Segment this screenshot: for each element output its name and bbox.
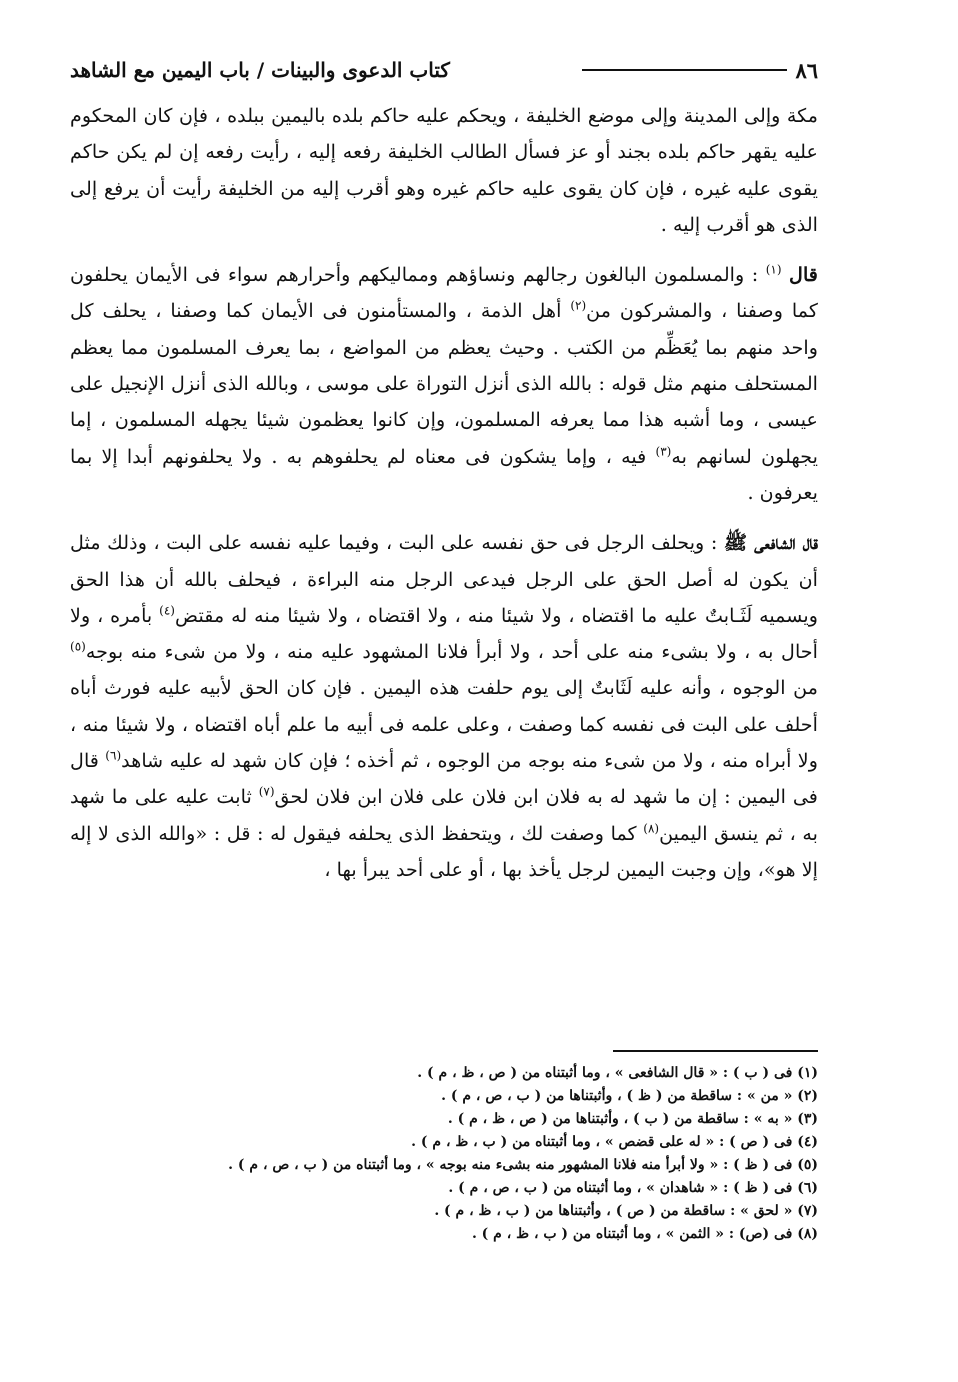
running-title: كتاب الدعوى والبينات / باب اليمين مع الشاهد bbox=[70, 58, 450, 82]
paragraph-2 bbox=[70, 257, 818, 511]
footnote-5: (٥) فى ( ظ ) : « ولا أبرأ منه فلانا المشهور منه بشىء منه بوجه » ، وما أثبتناه من ( ب ، ص ، م ) . bbox=[228, 1157, 818, 1173]
paragraph-3-text: من الوجوه ، وأنه عليه لَثَابتٌ إلى يوم حلفت هذه اليمين . فإن كان الحق لأبيه عليه فورث أباه أحلف على البت فى نفسه كما وصفت ، وعلى علمه فى أبيه ما علم أباه اقتضاه ، ولا شيئا منه ، ولا أبراه منه ، ولا من شىء منه بوجه من الوجوه ، ثم أخذه ؛ فإن كان شهد له عليه شاهد bbox=[70, 676, 818, 773]
footnote-marker: (٧) bbox=[258, 784, 275, 799]
footnote-marker: (٨) bbox=[643, 821, 660, 836]
header-rule bbox=[582, 69, 787, 71]
footnote-3: (٣) « به » : ساقطة من ( ب ) ، وأثبتناها من ( ص ، ظ ، م ) . bbox=[447, 1111, 818, 1127]
paragraph-3-lead: قال الشافعى ﷺ bbox=[723, 531, 818, 555]
paragraph-1-text: مكة وإلى المدينة وإلى موضع الخليفة ، ويحكم عليه حاكم بلده باليمين ببلده ، فإن كان المحكوم عليه يقهر حاكم بلده بجند أو عز فسأل الطالب الخليفة رفعه إليه ، رأيت رفعه إن لم يكن حاكم يقوى عليه غيره ، فإن كان يقوى عليه حاكم غيره وهو أقرب إليه من الخليفة رأيت أن يرفع إلى الذى هو أقرب إليه . bbox=[70, 104, 818, 236]
footnote-7: (٧) « لحق » : ساقطة من ( ص ) ، وأثبتناها من ( ب ، ظ ، م ) . bbox=[434, 1203, 818, 1219]
paragraph-2-text: أهل الذمة ، والمستأمنون فى الأيمان كما وصفنا ، يحلف كل واحد منهم بما يُعَظِّم من الكتب . وحيث يعظم من المواضع ، بما يعرف المسلمون مما يعظم المستحلف منهم مثل قوله : بالله الذى أنزل التوراة على موسى ، وبالله الذى أنزل الإنجيل على عيسى ، وما أشبه هذا مما يعرفه المسلمون، وإن كانوا يعظمون شيئا يجهله المسلمون ، إما يجهلون لسانهم به bbox=[70, 299, 818, 468]
paragraph-3-text: : ويحلف الرجل فى حق نفسه على البت ، وفيما عليه نفسه على البت ، وذلك مثل أن يكون له أصل الحق على الرجل فيدعى الرجل منه البراءة ، فيحلف بالله أن هذا الحق ويسميه لَثَـابتٌ عليه ما اقتضاه ، ولا شيئا منه ، ولا اقتضاه ، ولا شيئا منه له مقتض bbox=[70, 531, 818, 627]
footnote-marker: (٢) bbox=[570, 299, 587, 314]
paragraph-3-text: قال فى اليمين : إن ما شهد له به فلان ابن فلان على فلان ابن فلان لحق bbox=[70, 749, 818, 809]
paragraph-3-text: كما وصفت لك ، ويتحفظ الذى يحلفه فيقول له : قل : «والله الذى لا إله إلا هو»، وإن وجبت اليمين لرجل يأخذ بها ، أو على أحد يبرأ بها ، bbox=[70, 821, 818, 881]
paragraph-3-text: بأمره ، ولا أحال به ، ولا بشىء منه على أحد ، ولا أبرأ فلانا المشهود عليه منه ، ولا من شىء منه بوجه bbox=[70, 603, 818, 664]
paragraph-1 bbox=[70, 98, 818, 243]
footnote-marker: (٦) bbox=[105, 748, 122, 763]
footnote-marker: (٤) bbox=[159, 603, 175, 618]
footnote-2: (٢) « من » : ساقطة من ( ظ ) ، وأثبتناها من ( ب ، ص ، م ) . bbox=[441, 1088, 818, 1104]
paragraph-2-text: : والمسلمون البالغون رجالهم ونساؤهم ومماليكهم وأحرارهم سواء فى الأيمان يحلفون كما وصفنا ، والمشركون من bbox=[70, 263, 818, 323]
footnote-marker: (٥) bbox=[70, 639, 86, 654]
page-number: ٨٦ bbox=[795, 57, 818, 83]
paragraph-2-text: فيه ، وإما يشكون فى معناه لم يحلفوهم به . ولا يحلفونهم أبدا إلا بما يعرفون . bbox=[70, 444, 818, 504]
page-number-group bbox=[582, 58, 818, 83]
footnote-4: (٤) فى ( ص ) : « له على قضص » ، وما أثبتناه من ( ب ، ظ ، م ) . bbox=[411, 1134, 818, 1150]
footnotes bbox=[120, 1062, 818, 1246]
footnote-marker: (٣) bbox=[655, 444, 672, 459]
paragraph-3 bbox=[70, 525, 818, 888]
footnote-6: (٦) فى ( ظ ) : « شاهدان » ، وما أثبتناه من ( ب ، ص ، م ) . bbox=[448, 1180, 818, 1196]
paragraph-3-text: ثابت عليه على ما شهد به ، ثم ينسق اليمين bbox=[70, 785, 818, 845]
footnote-8: (٨) فى (ص) : « الثمن » ، وما أثبتناه من ( ب ، ظ ، م ) . bbox=[471, 1226, 818, 1242]
page-header bbox=[70, 50, 818, 90]
footnote-1: (١) فى ( ب ) : « قال الشافعى » ، وما أثبتناه من ( ص ، ظ ، م ) . bbox=[417, 1065, 818, 1081]
footnote-marker: (١) bbox=[765, 262, 782, 277]
paragraph-2-lead: قال bbox=[789, 263, 818, 287]
main-text bbox=[70, 98, 818, 902]
footnote-separator bbox=[613, 1050, 818, 1052]
